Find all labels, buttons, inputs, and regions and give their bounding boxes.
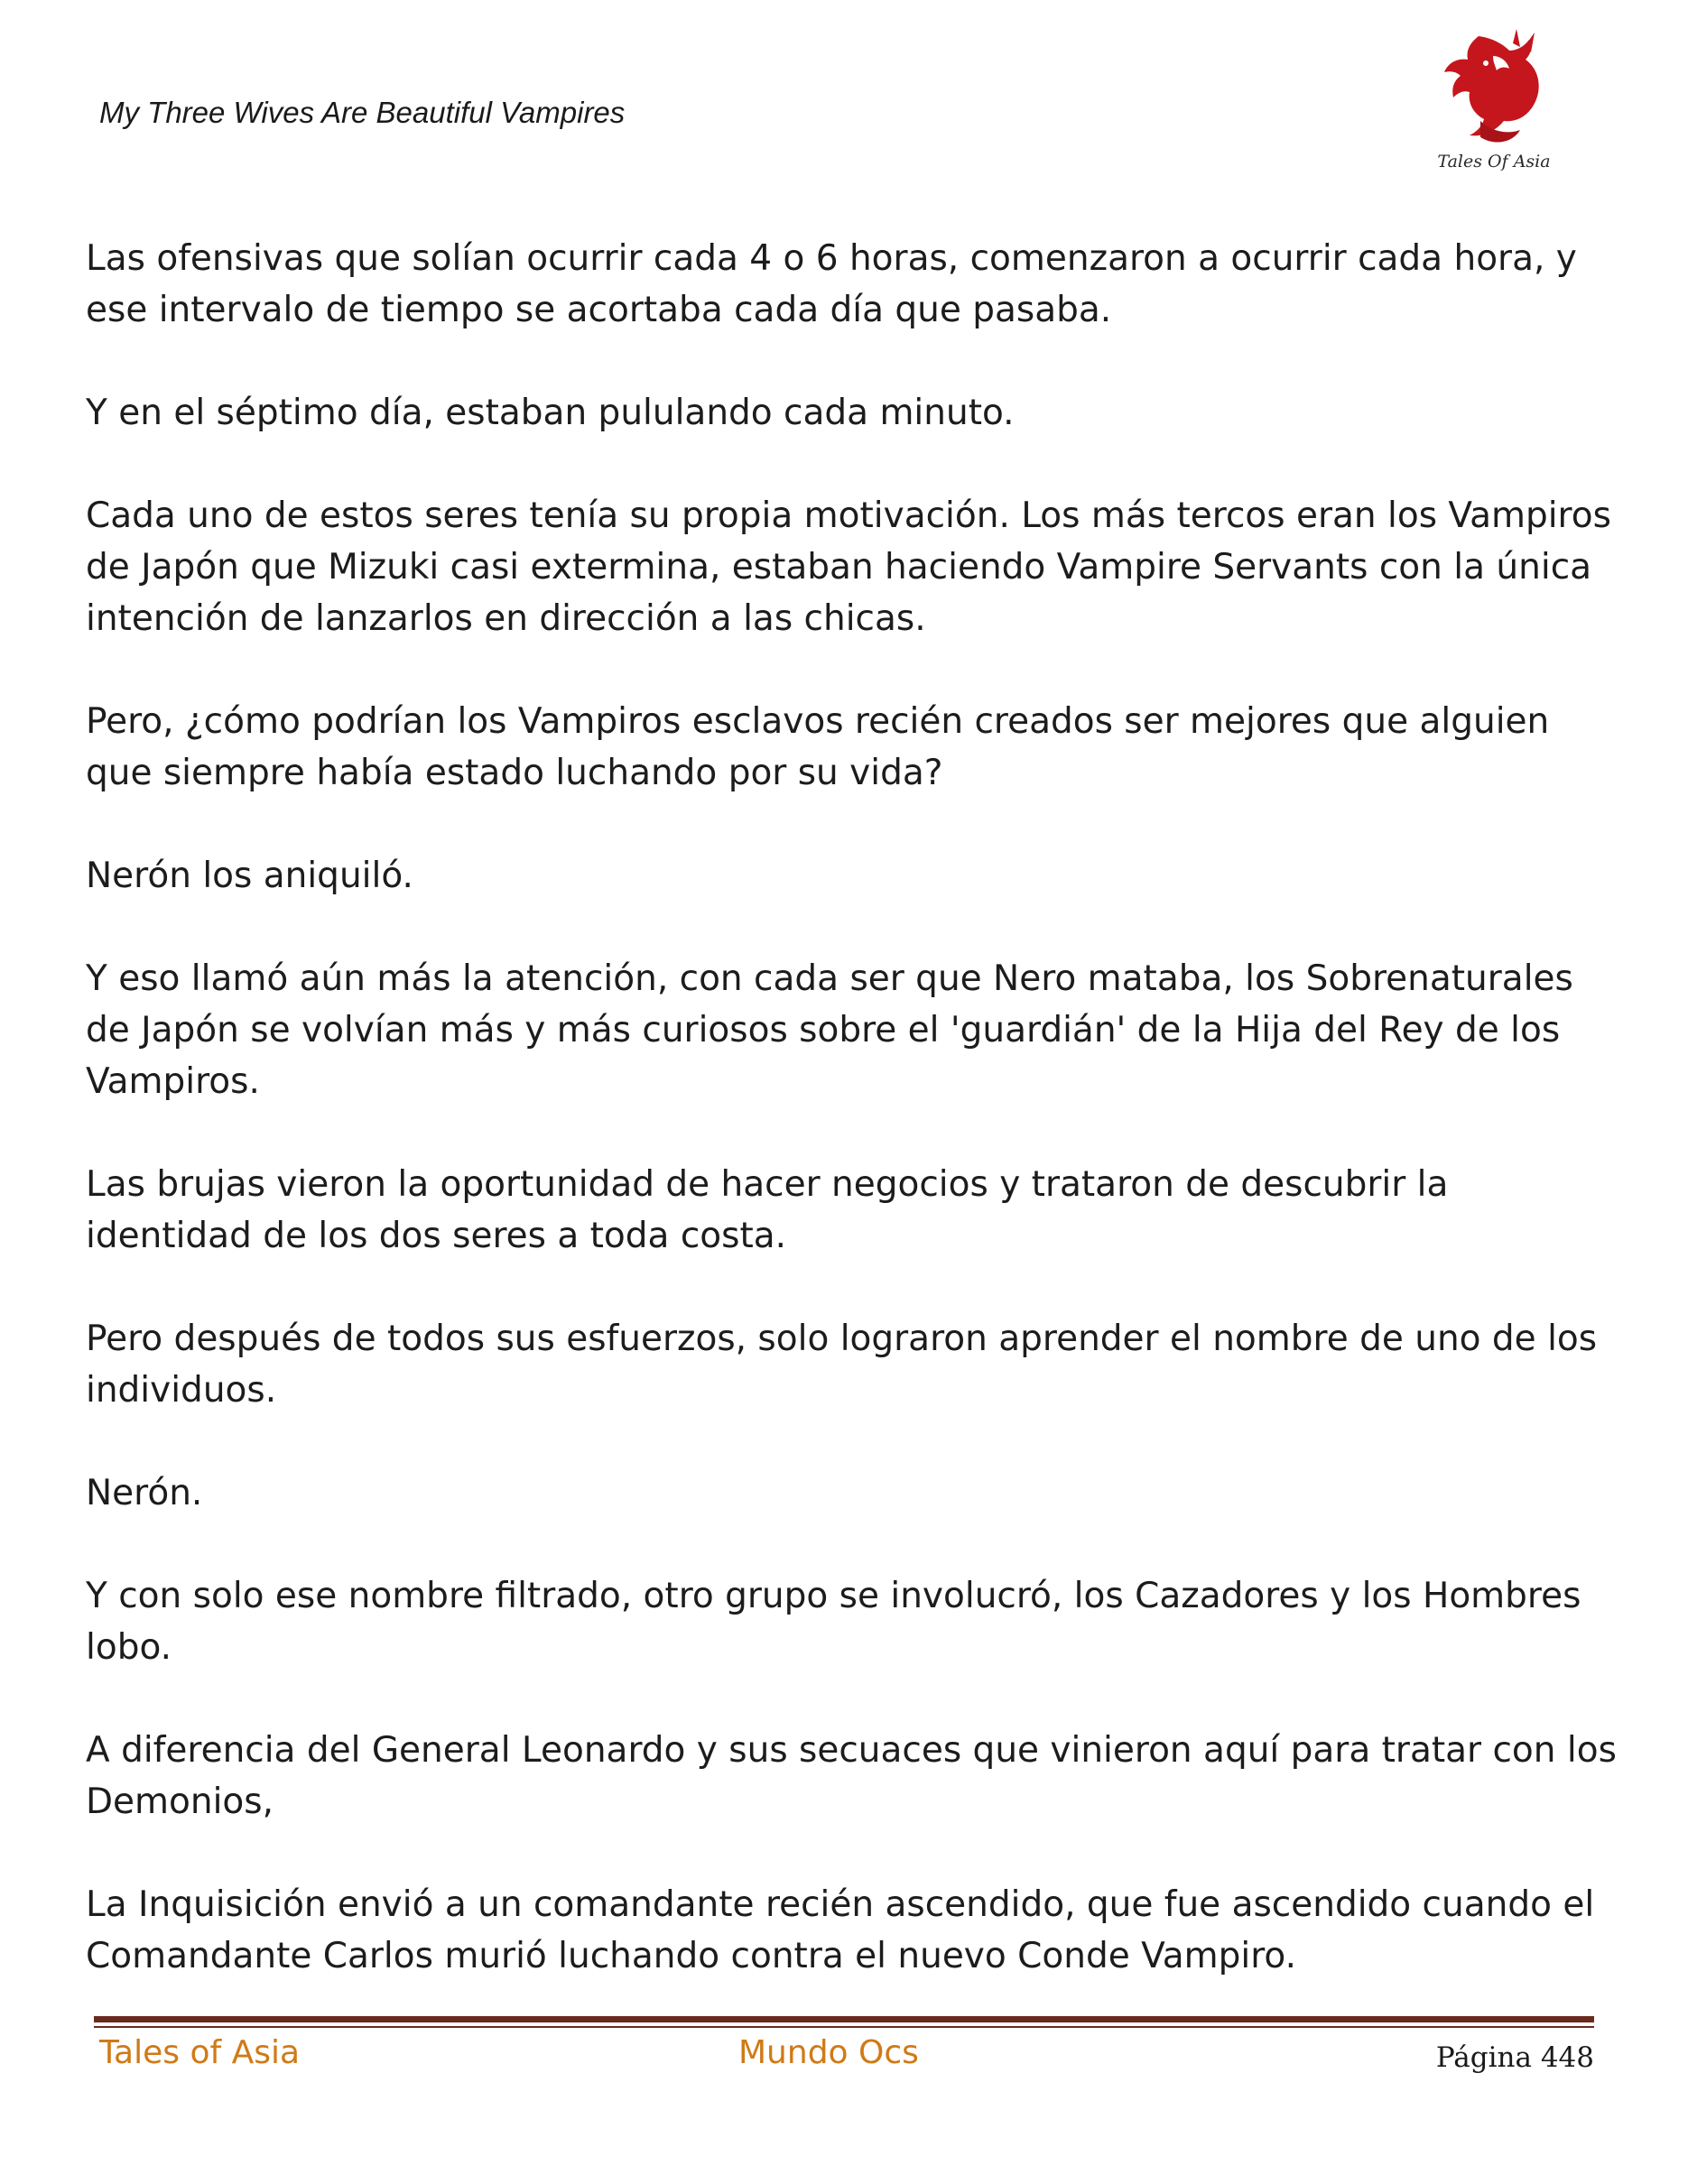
paragraph: Pero, ¿cómo podrían los Vampiros esclavos recién creados ser mejores que alguien que siempre había estado luchando por su vida? [86,701,1550,793]
tales-of-asia-logo [1426,20,1562,182]
paragraph: La Inquisición envió a un comandante recién ascendido, que fue ascendido cuando el Comandante Carlos murió luchando contra el nuevo Conde Vampiro. [86,1884,1595,1976]
paragraph: Nerón los aniquiló. [86,856,413,896]
paragraph: Las brujas vieron la oportunidad de hacer negocios y trataron de descubrir la identidad de los dos seres a toda costa. [86,1164,1449,1256]
red-dragon-logo-icon [1426,20,1562,155]
document-header-title: My Three Wives Are Beautiful Vampires [99,96,626,129]
paragraph: Y eso llamó aún más la atención, con cada ser que Nero mataba, los Sobrenaturales de Japón se volvían más y más curiosos sobre el 'guardián' de la Hija del Rey de los Vampiros. [86,958,1573,1102]
footer-divider-thin [94,2026,1594,2028]
document-body [86,233,1620,2033]
footer-section-name: Mundo Ocs [738,2034,919,2071]
page-number: Página 448 [1435,2041,1594,2074]
paragraph: Nerón. [86,1473,203,1513]
footer-site-name: Tales of Asia [99,2034,301,2071]
paragraph: A diferencia del General Leonardo y sus secuaces que vinieron aquí para tratar con los Demonios, [86,1730,1617,1822]
paragraph: Las ofensivas que solían ocurrir cada 4 o 6 horas, comenzaron a ocurrir cada hora, y ese intervalo de tiempo se acortaba cada día que pasaba. [86,238,1577,330]
footer-divider [94,2016,1594,2022]
paragraph: Cada uno de estos seres tenía su propia motivación. Los más tercos eran los Vampiros de Japón que Mizuki casi extermina, estaban haciendo Vampire Servants con la única intención de lanzarlos en dirección a las chicas. [86,495,1611,639]
paragraph: Pero después de todos sus esfuerzos, solo lograron aprender el nombre de uno de los individuos. [86,1319,1598,1411]
paragraph: Y con solo ese nombre filtrado, otro grupo se involucró, los Cazadores y los Hombres lobo. [86,1576,1581,1668]
paragraph: Y en el séptimo día, estaban pululando cada minuto. [86,393,1015,433]
logo-caption: Tales Of Asia [1437,152,1551,171]
